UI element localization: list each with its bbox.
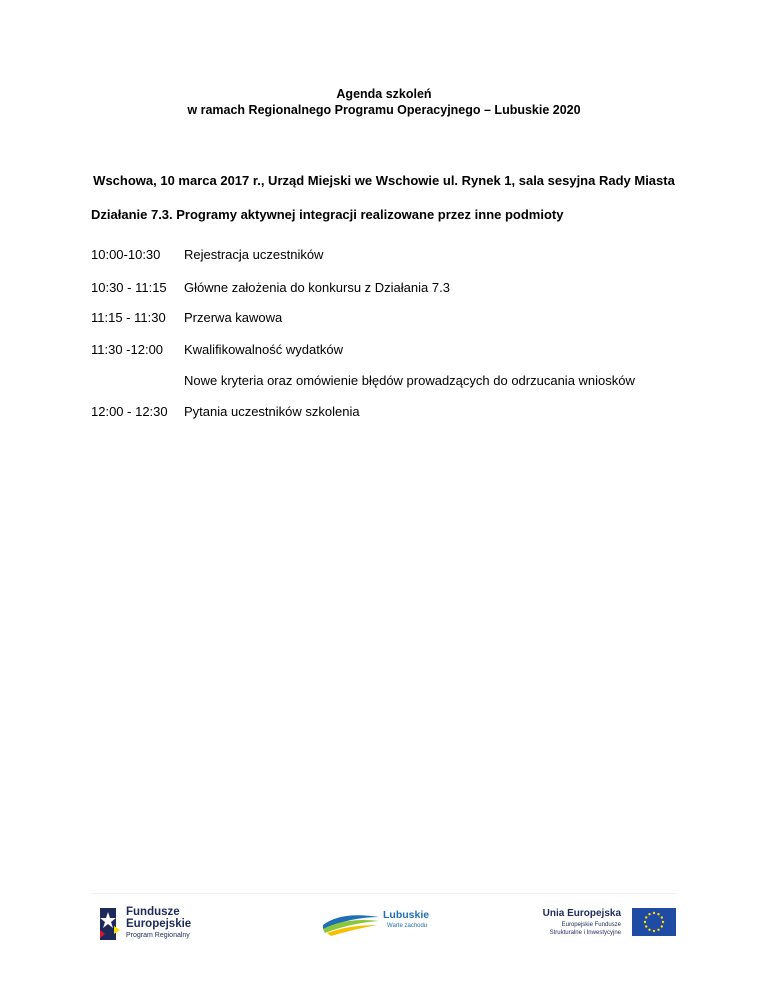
fe-line1: Fundusze [126, 906, 180, 918]
fe-sub: Program Regionalny [126, 932, 190, 939]
action-heading: Działanie 7.3. Programy aktywnej integracji realizowane przez inne podmioty [91, 207, 564, 222]
agenda-desc: Nowe kryteria oraz omówienie błędów prowadzących do odrzucania wniosków [184, 373, 635, 388]
agenda-time: 11:15 - 11:30 [91, 310, 166, 325]
ue-sub2: Strukturalne i Inwestycyjne [549, 930, 621, 936]
agenda-desc: Kwalifikowalność wydatków [184, 342, 343, 357]
agenda-desc: Pytania uczestników szkolenia [184, 404, 360, 419]
event-location: Wschowa, 10 marca 2017 r., Urząd Miejski we Wschowie ul. Rynek 1, sala sesyjna Rady Miasta [93, 173, 675, 188]
agenda-title: Agenda szkoleń [336, 87, 432, 101]
fe-line2: Europejskie [126, 918, 192, 930]
agenda-subtitle: w ramach Regionalnego Programu Operacyjnego – Lubuskie 2020 [187, 103, 581, 117]
unia-europejska-logo [531, 908, 676, 938]
ue-sub [550, 921, 621, 937]
agenda-time: 10:00-10:30 [91, 247, 161, 262]
agenda-time: 12:00 - 12:30 [91, 404, 168, 419]
lubuskie-sub: Warte zachodu [387, 923, 428, 929]
fundusze-europejskie-logo [96, 904, 226, 944]
ue-sub1: Europejskie Fundusze [561, 922, 621, 928]
ue-title: Unia Europejska [542, 908, 621, 919]
agenda-desc: Przerwa kawowa [184, 310, 283, 325]
agenda-time: 10:30 - 11:15 [91, 280, 167, 295]
agenda-desc: Rejestracja uczestników [184, 247, 324, 262]
fe-star-icon [96, 904, 122, 944]
lubuskie-label: Lubuskie [383, 909, 430, 921]
lubuskie-logo [321, 907, 441, 941]
agenda-time: 11:30 -12:00 [91, 342, 164, 357]
eu-flag-icon [632, 908, 676, 936]
agenda-desc: Główne założenia do konkursu z Działania 7.3 [184, 280, 450, 295]
funding-logos-bar [91, 893, 677, 950]
lubuskie-waves-icon [321, 907, 381, 937]
